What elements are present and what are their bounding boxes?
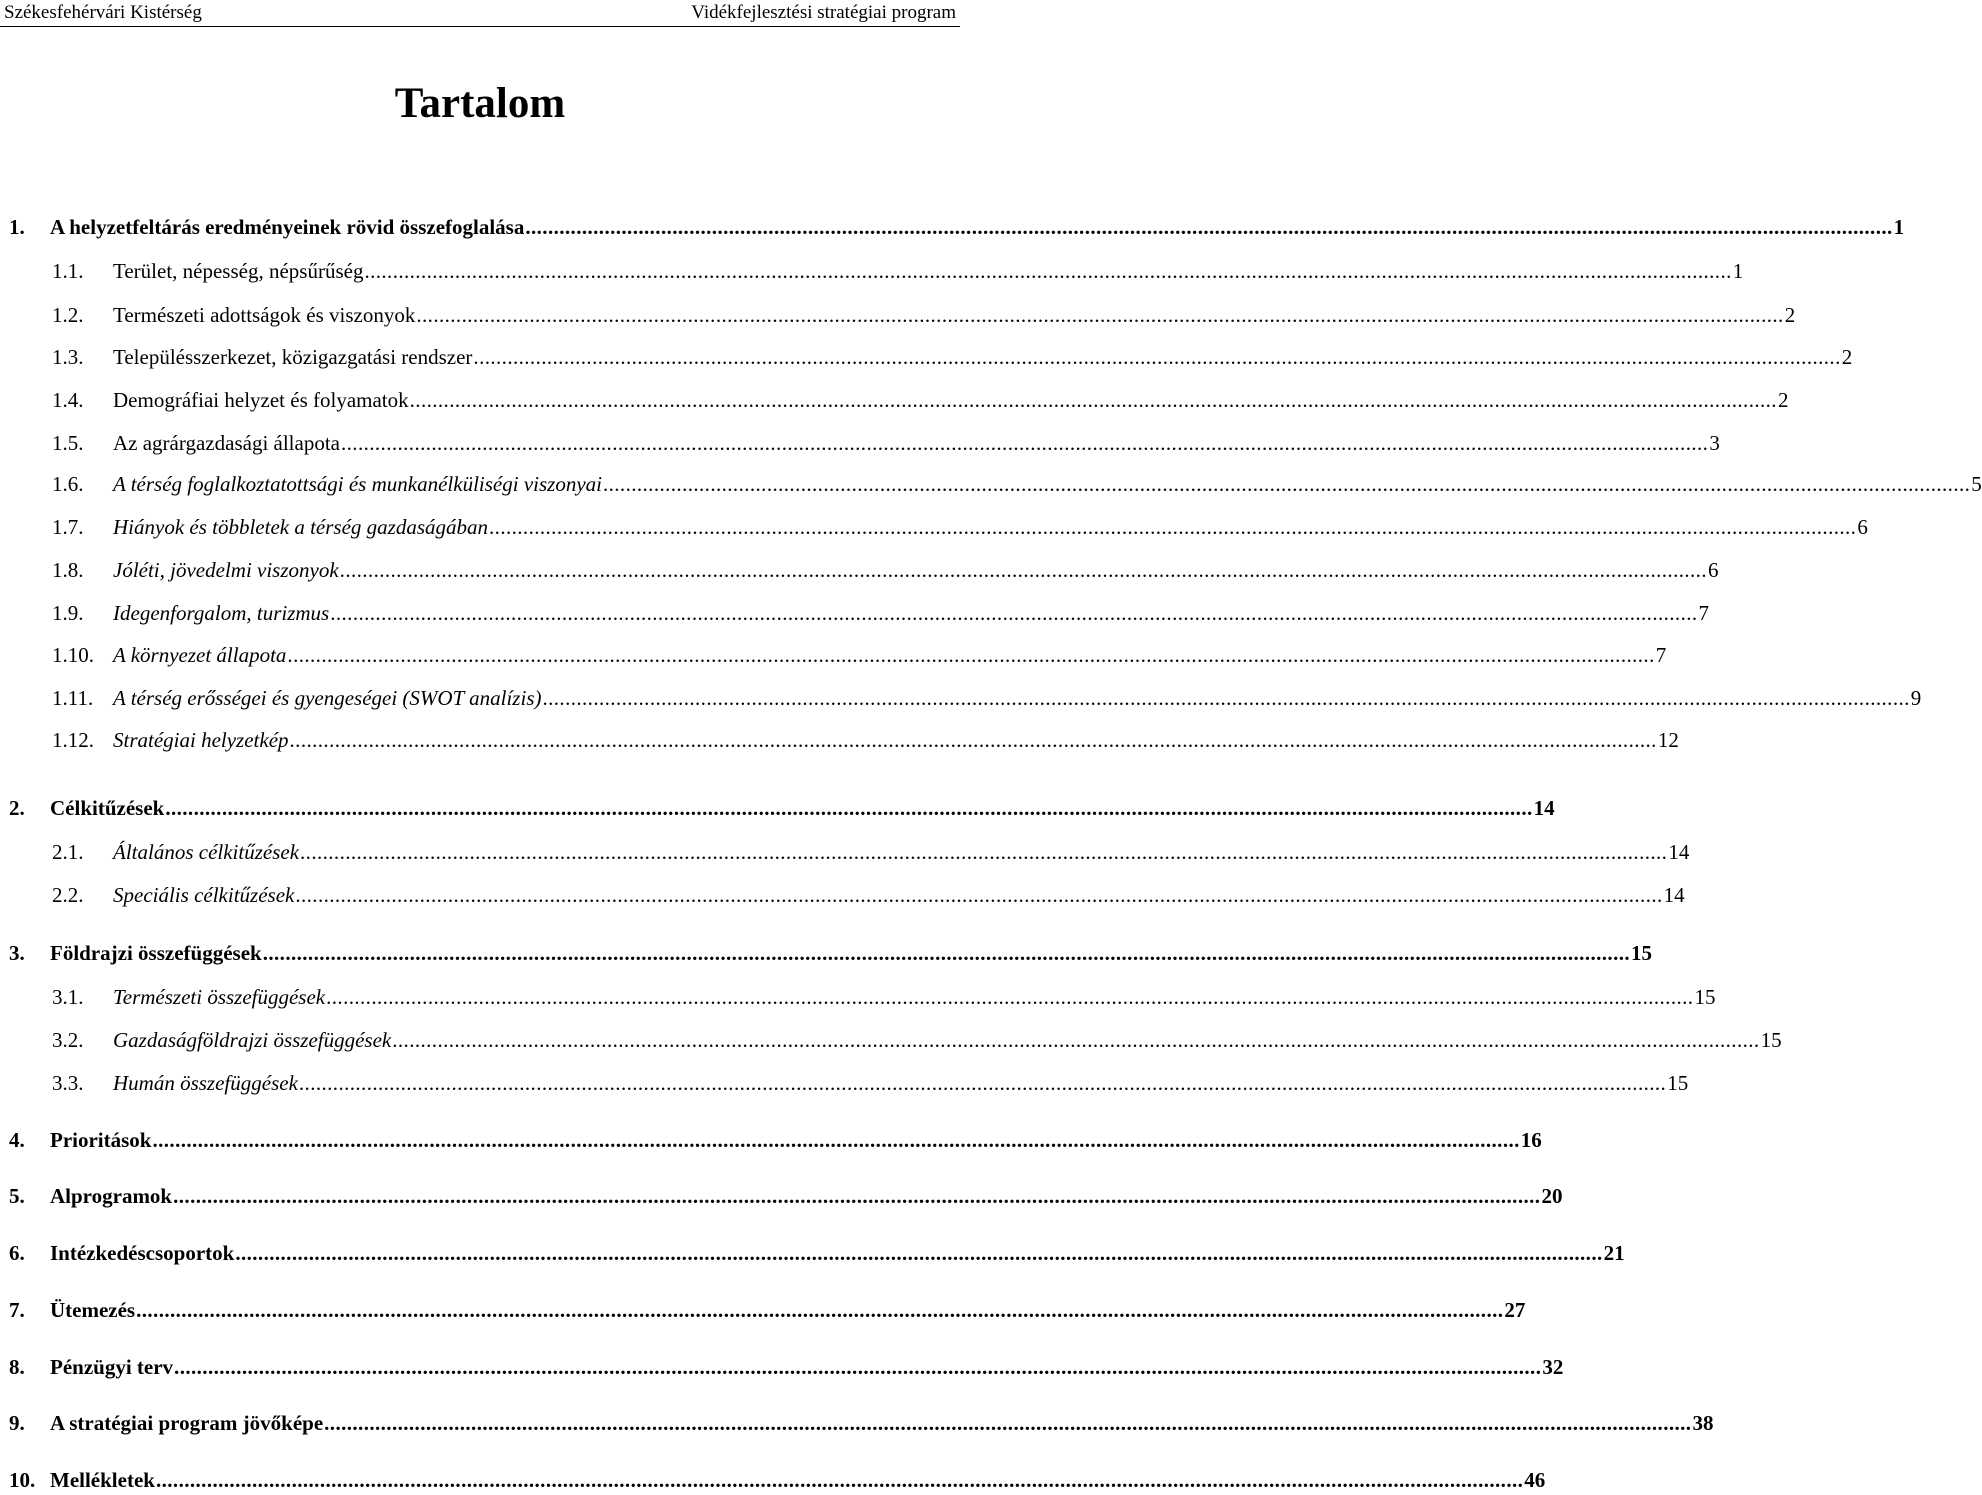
toc-entry-title: Ütemezés xyxy=(50,1298,136,1322)
toc-dot-leader: .................................................................................................................................................................................................................................................. xyxy=(416,303,1784,327)
toc-entry[interactable] xyxy=(0,880,1685,910)
toc-entry-title: Alprogramok xyxy=(50,1184,173,1208)
page-title: Tartalom xyxy=(394,80,566,127)
toc-entry-title: Terület, népesség, népsűrűség xyxy=(113,259,364,283)
toc-entry-page: 20 xyxy=(1541,1184,1563,1208)
toc-entry-page: 15 xyxy=(1694,985,1716,1009)
toc-entry[interactable] xyxy=(0,212,1905,242)
toc-entry-number: 1.6. xyxy=(52,472,84,496)
toc-entry-line xyxy=(113,300,1796,330)
toc-entry[interactable] xyxy=(0,1068,1689,1098)
toc-entry[interactable] xyxy=(0,640,1667,670)
toc-entry-page: 14 xyxy=(1533,796,1555,820)
toc-entry[interactable] xyxy=(0,938,1653,968)
toc-entry-number: 1.10. xyxy=(52,643,94,667)
toc-entry-page: 7 xyxy=(1698,601,1710,625)
toc-entry[interactable] xyxy=(0,300,1796,330)
toc-entry-page: 14 xyxy=(1668,840,1690,864)
toc-dot-leader: .................................................................................................................................................................................................................................................. xyxy=(235,1241,1603,1265)
toc-entry[interactable] xyxy=(0,385,1789,415)
toc-dot-leader: .................................................................................................................................................................................................................................................. xyxy=(326,985,1694,1009)
toc-entry-number: 3.3. xyxy=(52,1071,84,1095)
toc-entry[interactable] xyxy=(0,1465,1546,1495)
toc-entry-line xyxy=(113,982,1716,1012)
toc-entry-number: 1.5. xyxy=(52,431,84,455)
toc-entry-title: Mellékletek xyxy=(50,1468,155,1492)
toc-entry-page: 3 xyxy=(1709,431,1720,455)
toc-entry-title: A térség foglalkoztatottsági és munkanélküliségi viszonyai xyxy=(113,472,602,496)
toc-entry-line xyxy=(113,512,1868,542)
toc-entry-number: 1.2. xyxy=(52,303,84,327)
toc-entry-line xyxy=(50,1181,1563,1211)
toc-entry-number: 1.4. xyxy=(52,388,84,412)
toc-entry[interactable] xyxy=(0,1238,1625,1268)
toc-dot-leader: .................................................................................................................................................................................................................................................. xyxy=(173,1184,1541,1208)
toc-dot-leader: .................................................................................................................................................................................................................................................. xyxy=(392,1028,1760,1052)
toc-entry-page: 6 xyxy=(1707,558,1719,582)
toc-entry[interactable] xyxy=(0,1352,1564,1382)
toc-entry-title: A térség erősségei és gyengeségei (SWOT analízis) xyxy=(113,686,542,710)
toc-dot-leader: .................................................................................................................................................................................................................................................. xyxy=(298,1071,1667,1095)
toc-entry-line xyxy=(113,683,1922,713)
toc-entry-number: 4. xyxy=(9,1128,25,1152)
toc-dot-leader: .................................................................................................................................................................................................................................................. xyxy=(152,1128,1520,1152)
toc-dot-leader: .................................................................................................................................................................................................................................................. xyxy=(324,1411,1692,1435)
toc-entry[interactable] xyxy=(0,683,1922,713)
toc-dot-leader: .................................................................................................................................................................................................................................................. xyxy=(295,883,1663,907)
toc-entry-page: 15 xyxy=(1667,1071,1689,1095)
toc-entry-title: Humán összefüggések xyxy=(113,1071,298,1095)
toc-entry-page: 15 xyxy=(1760,1028,1782,1052)
toc-dot-leader: .................................................................................................................................................................................................................................................. xyxy=(330,601,1698,625)
page-header xyxy=(0,0,960,27)
toc-entry-title: A stratégiai program jövőképe xyxy=(50,1411,324,1435)
header-right: Vidékfejlesztési stratégiai program xyxy=(691,2,956,23)
toc-entry-title: A helyzetfeltárás eredményeinek rövid összefoglalása xyxy=(50,215,525,239)
toc-entry[interactable] xyxy=(0,725,1679,755)
toc-entry-title: Hiányok és többletek a térség gazdaságában xyxy=(113,515,489,539)
toc-entry-number: 7. xyxy=(9,1298,25,1322)
toc-entry-title: Speciális célkitűzések xyxy=(113,883,295,907)
toc-entry[interactable] xyxy=(0,469,1982,499)
toc-entry[interactable] xyxy=(0,555,1719,585)
toc-entry[interactable] xyxy=(0,342,1853,372)
toc-entry[interactable] xyxy=(0,428,1720,458)
toc-entry-title: Földrajzi összefüggések xyxy=(50,941,262,965)
toc-entry-page: 16 xyxy=(1520,1128,1542,1152)
toc-entry-line xyxy=(50,1465,1546,1495)
toc-entry-line xyxy=(113,880,1685,910)
toc-dot-leader: .................................................................................................................................................................................................................................................. xyxy=(339,558,1707,582)
toc-entry-line xyxy=(50,938,1653,968)
toc-entry-line xyxy=(50,1238,1625,1268)
toc-entry[interactable] xyxy=(0,598,1710,628)
toc-entry-number: 1.8. xyxy=(52,558,84,582)
toc-entry-number: 1. xyxy=(9,215,25,239)
toc-entry-page: 6 xyxy=(1857,515,1868,539)
toc-dot-leader: .................................................................................................................................................................................................................................................. xyxy=(287,643,1655,667)
toc-entry-number: 2. xyxy=(9,796,25,820)
toc-entry-page: 27 xyxy=(1504,1298,1526,1322)
toc-entry-page: 12 xyxy=(1657,728,1679,752)
toc-entry-number: 1.3. xyxy=(52,345,84,369)
toc-dot-leader: .................................................................................................................................................................................................................................................. xyxy=(136,1298,1504,1322)
toc-entry-number: 3. xyxy=(9,941,25,965)
toc-entry-page: 5 xyxy=(1971,472,1982,496)
toc-entry-number: 2.2. xyxy=(52,883,84,907)
toc-entry-title: Pénzügyi terv xyxy=(50,1355,174,1379)
toc-entry-number: 10. xyxy=(9,1468,36,1492)
toc-entry-page: 21 xyxy=(1603,1241,1625,1265)
toc-dot-leader: .................................................................................................................................................................................................................................................. xyxy=(489,515,1857,539)
toc-entry-line xyxy=(113,1025,1782,1055)
toc-entry[interactable] xyxy=(0,793,1555,823)
toc-dot-leader: .................................................................................................................................................................................................................................................. xyxy=(409,388,1777,412)
toc-dot-leader: .................................................................................................................................................................................................................................................. xyxy=(155,1468,1524,1492)
toc-entry-number: 9. xyxy=(9,1411,25,1435)
toc-dot-leader: .................................................................................................................................................................................................................................................. xyxy=(165,796,1533,820)
toc-entry-title: Demográfiai helyzet és folyamatok xyxy=(113,388,409,412)
toc-dot-leader: .................................................................................................................................................................................................................................................. xyxy=(542,686,1910,710)
toc-dot-leader: .................................................................................................................................................................................................................................................. xyxy=(364,259,1732,283)
toc-entry-page: 9 xyxy=(1910,686,1922,710)
toc-entry-page: 38 xyxy=(1692,1411,1714,1435)
toc-dot-leader: .................................................................................................................................................................................................................................................. xyxy=(289,728,1657,752)
toc-entry-page: 7 xyxy=(1655,643,1667,667)
toc-entry[interactable] xyxy=(0,1181,1563,1211)
toc-entry-line xyxy=(113,385,1789,415)
toc-entry[interactable] xyxy=(0,1125,1542,1155)
toc-entry-line xyxy=(50,793,1555,823)
toc-entry-title: Az agrárgazdasági állapota xyxy=(113,431,340,455)
toc-entry-line xyxy=(113,256,1744,286)
toc-dot-leader: .................................................................................................................................................................................................................................................. xyxy=(525,215,1893,239)
toc-entry-number: 1.12. xyxy=(52,728,94,752)
toc-entry-line xyxy=(113,342,1853,372)
toc-entry-line xyxy=(113,428,1720,458)
toc-entry-line xyxy=(50,1352,1564,1382)
toc-dot-leader: .................................................................................................................................................................................................................................................. xyxy=(341,431,1709,455)
toc-entry[interactable] xyxy=(0,1025,1782,1055)
toc-entry-number: 3.2. xyxy=(52,1028,84,1052)
toc-entry-page: 2 xyxy=(1784,303,1796,327)
toc-entry-title: Gazdaságföldrajzi összefüggések xyxy=(113,1028,392,1052)
toc-entry[interactable] xyxy=(0,837,1690,867)
toc-entry-line xyxy=(113,725,1679,755)
toc-entry-page: 1 xyxy=(1893,215,1905,239)
toc-entry-page: 1 xyxy=(1732,259,1744,283)
toc-entry-page: 14 xyxy=(1663,883,1685,907)
toc-entry-number: 2.1. xyxy=(52,840,84,864)
toc-entry-number: 1.1. xyxy=(52,259,84,283)
toc-entry-line xyxy=(50,1408,1714,1438)
toc-entry-title: Célkitűzések xyxy=(50,796,165,820)
header-left: Székesfehérvári Kistérség xyxy=(4,2,202,23)
toc-entry-page: 2 xyxy=(1777,388,1789,412)
toc-dot-leader: .................................................................................................................................................................................................................................................. xyxy=(300,840,1668,864)
toc-entry-number: 8. xyxy=(9,1355,25,1379)
toc-entry-page: 32 xyxy=(1542,1355,1564,1379)
toc-entry-title: Intézkedéscsoportok xyxy=(50,1241,235,1265)
toc-entry-title: Településszerkezet, közigazgatási rendszer xyxy=(113,345,473,369)
toc-entry-line xyxy=(50,212,1905,242)
toc-entry-number: 6. xyxy=(9,1241,25,1265)
toc-entry-title: Prioritások xyxy=(50,1128,152,1152)
toc-dot-leader: .................................................................................................................................................................................................................................................. xyxy=(174,1355,1542,1379)
toc-entry-line xyxy=(113,640,1667,670)
toc-entry-line xyxy=(50,1295,1526,1325)
toc-entry-number: 3.1. xyxy=(52,985,84,1009)
toc-entry-line xyxy=(113,469,1982,499)
toc-entry-number: 1.9. xyxy=(52,601,84,625)
toc-dot-leader: .................................................................................................................................................................................................................................................. xyxy=(262,941,1631,965)
toc-entry-number: 5. xyxy=(9,1184,25,1208)
toc-entry-page: 46 xyxy=(1524,1468,1546,1492)
toc-entry[interactable] xyxy=(0,256,1744,286)
toc-entry-line xyxy=(113,555,1719,585)
toc-entry-title: Általános célkitűzések xyxy=(113,840,300,864)
toc-entry-line xyxy=(113,598,1710,628)
toc-entry-number: 1.11. xyxy=(52,686,94,710)
toc-entry-title: Stratégiai helyzetkép xyxy=(113,728,289,752)
toc-entry-title: Idegenforgalom, turizmus xyxy=(113,601,330,625)
toc-entry[interactable] xyxy=(0,1295,1526,1325)
toc-entry-title: Jóléti, jövedelmi viszonyok xyxy=(113,558,339,582)
toc-dot-leader: .................................................................................................................................................................................................................................................. xyxy=(602,472,1971,496)
toc-dot-leader: .................................................................................................................................................................................................................................................. xyxy=(473,345,1841,369)
toc-entry[interactable] xyxy=(0,982,1716,1012)
toc-entry-page: 2 xyxy=(1841,345,1853,369)
toc-entry[interactable] xyxy=(0,512,1868,542)
toc-entry[interactable] xyxy=(0,1408,1714,1438)
toc-entry-title: A környezet állapota xyxy=(113,643,287,667)
toc-entry-line xyxy=(50,1125,1542,1155)
toc-entry-line xyxy=(113,1068,1689,1098)
toc-entry-number: 1.7. xyxy=(52,515,84,539)
toc-entry-title: Természeti adottságok és viszonyok xyxy=(113,303,416,327)
toc-entry-line xyxy=(113,837,1690,867)
toc-entry-title: Természeti összefüggések xyxy=(113,985,326,1009)
toc-entry-page: 15 xyxy=(1631,941,1653,965)
